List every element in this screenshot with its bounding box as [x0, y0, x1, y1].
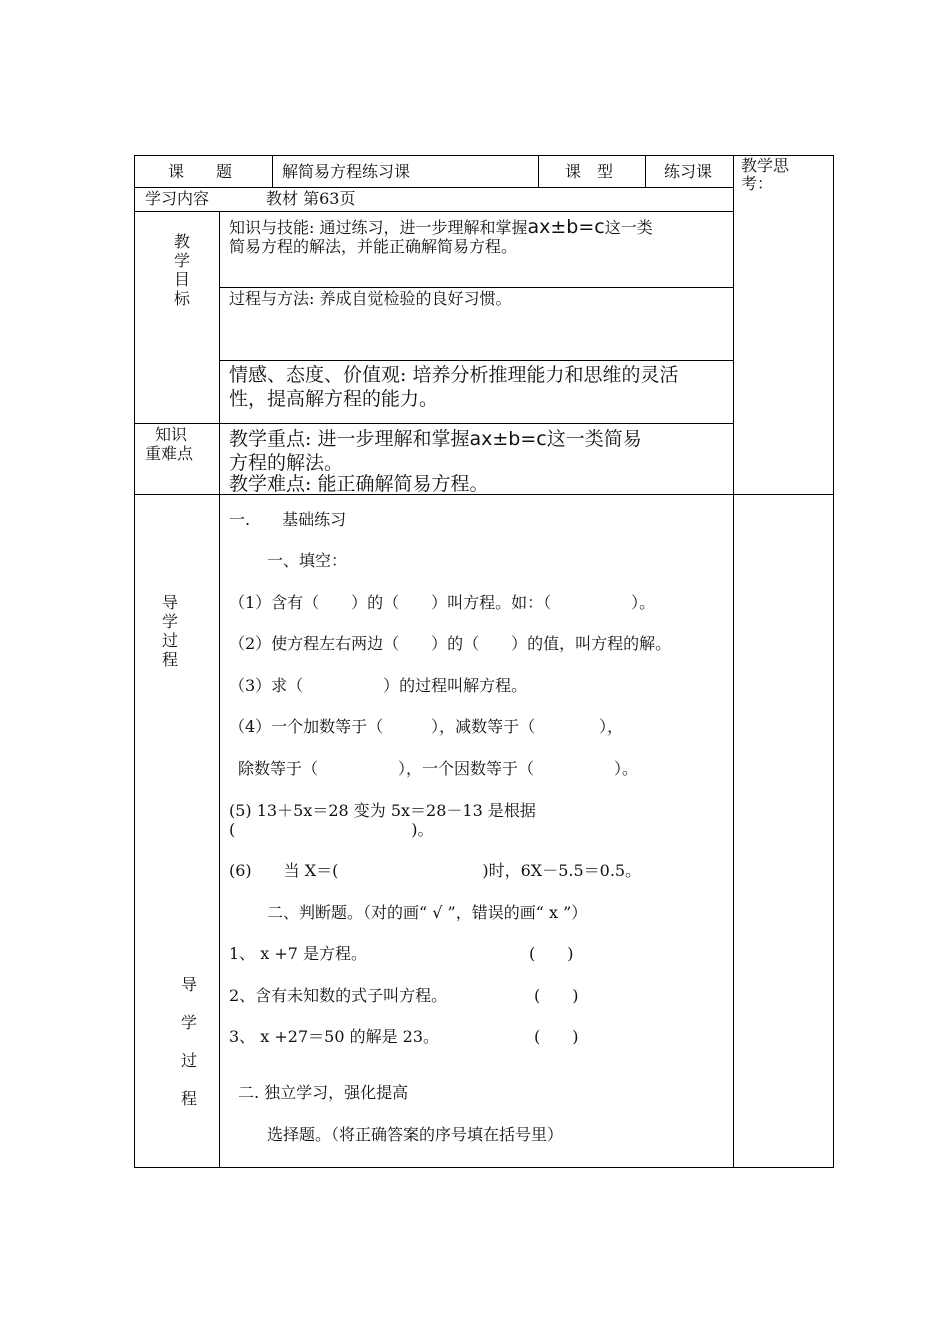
knowledge-skill-line2: 简易方程的解法，并能正确解简易方程。 — [229, 237, 518, 256]
fill-item-3: （3）求（ ）的过程叫解方程。 — [229, 676, 528, 695]
judge-blank-3: ( ) — [534, 1027, 579, 1046]
objectives-label: 教学目标 — [173, 232, 190, 308]
knowledge-suffix: 这一类 — [604, 218, 653, 237]
judge-item-2: 2、含有未知数的式子叫方程。 — [229, 986, 448, 1005]
keypoints-label-line2: 重难点 — [145, 444, 194, 463]
fill-item-1: （1）含有（ ）的（ ）叫方程。如：（ ）。 — [229, 593, 656, 612]
judge-blank-2: ( ) — [534, 986, 579, 1005]
knowledge-prefix: 知识与技能: 通过练习，进一步理解和掌握 — [229, 218, 528, 237]
emotion-line1: 情感、态度、价值观: 培养分析推理能力和思维的灵活 — [229, 364, 679, 386]
type-value: 练习课 — [664, 162, 713, 181]
content-value: 教材 第63页 — [266, 189, 356, 208]
fill-item-5-cont: ( )。 — [229, 820, 434, 839]
choice-title: 选择题。（将正确答案的序号填在括号里） — [267, 1125, 564, 1144]
table-divider — [219, 287, 733, 288]
table-divider — [219, 360, 733, 361]
keypoints-label-line1: 知识 — [155, 425, 188, 444]
key-point-line2: 方程的解法。 — [229, 452, 344, 474]
fill-title: 一、填空： — [267, 551, 348, 570]
table-divider — [645, 155, 646, 187]
fill-item-6: (6) 当 X＝( )时，6X－5.5＝0.5。 — [229, 861, 642, 880]
judge-title: 二、判断题。（对的画“ √ ”，错误的画“ x ”） — [267, 903, 588, 922]
fill-item-4: （4）一个加数等于（ ），减数等于（ ）， — [229, 717, 624, 736]
judge-item-1: 1、 x +7 是方程。 — [229, 944, 368, 963]
reflection-label-text: 教学思考： — [741, 156, 790, 193]
key-suffix: 这一类简易 — [546, 428, 642, 450]
topic-value: 解简易方程练习课 — [282, 162, 411, 181]
judge-item-3: 3、 x +27＝50 的解是 23。 — [229, 1027, 440, 1046]
reflection-label — [741, 157, 811, 193]
table-divider — [134, 423, 733, 424]
key-point-line1 — [229, 427, 642, 451]
table-divider — [538, 155, 539, 187]
table-divider — [134, 187, 733, 188]
section2-title: 二. 独立学习，强化提高 — [238, 1083, 409, 1102]
process-method: 过程与方法: 养成自觉检验的良好习惯。 — [229, 289, 512, 308]
fill-item-2: （2）使方程左右两边（ ）的（ ）的值，叫方程的解。 — [229, 634, 672, 653]
fill-item-4-cont: 除数等于（ ），一个因数等于（ ）。 — [238, 759, 639, 778]
key-prefix: 教学重点: 进一步理解和掌握 — [229, 428, 470, 450]
knowledge-formula: ax±b=c — [527, 216, 605, 238]
content-label: 学习内容 — [145, 189, 210, 208]
emotion-line2: 性，提高解方程的能力。 — [229, 388, 439, 410]
guide-label-bottom: 导学过程 — [180, 975, 197, 1108]
difficulty-point: 教学难点: 能正确解简易方程。 — [229, 473, 489, 495]
table-divider — [219, 211, 220, 1168]
table-divider — [272, 155, 273, 187]
topic-label: 课 题 — [168, 162, 233, 181]
section1-title: 一. 基础练习 — [229, 510, 347, 529]
table-divider — [134, 211, 733, 212]
judge-blank-1: ( ) — [529, 944, 574, 963]
guide-label-top: 导学过程 — [161, 593, 178, 669]
table-divider — [733, 155, 734, 1168]
type-label: 课 型 — [565, 162, 614, 181]
knowledge-skill-line1 — [229, 215, 653, 239]
fill-item-5: (5) 13＋5x＝28 变为 5x＝28－13 是根据 — [229, 801, 536, 820]
key-formula: ax±b=c — [469, 428, 547, 450]
